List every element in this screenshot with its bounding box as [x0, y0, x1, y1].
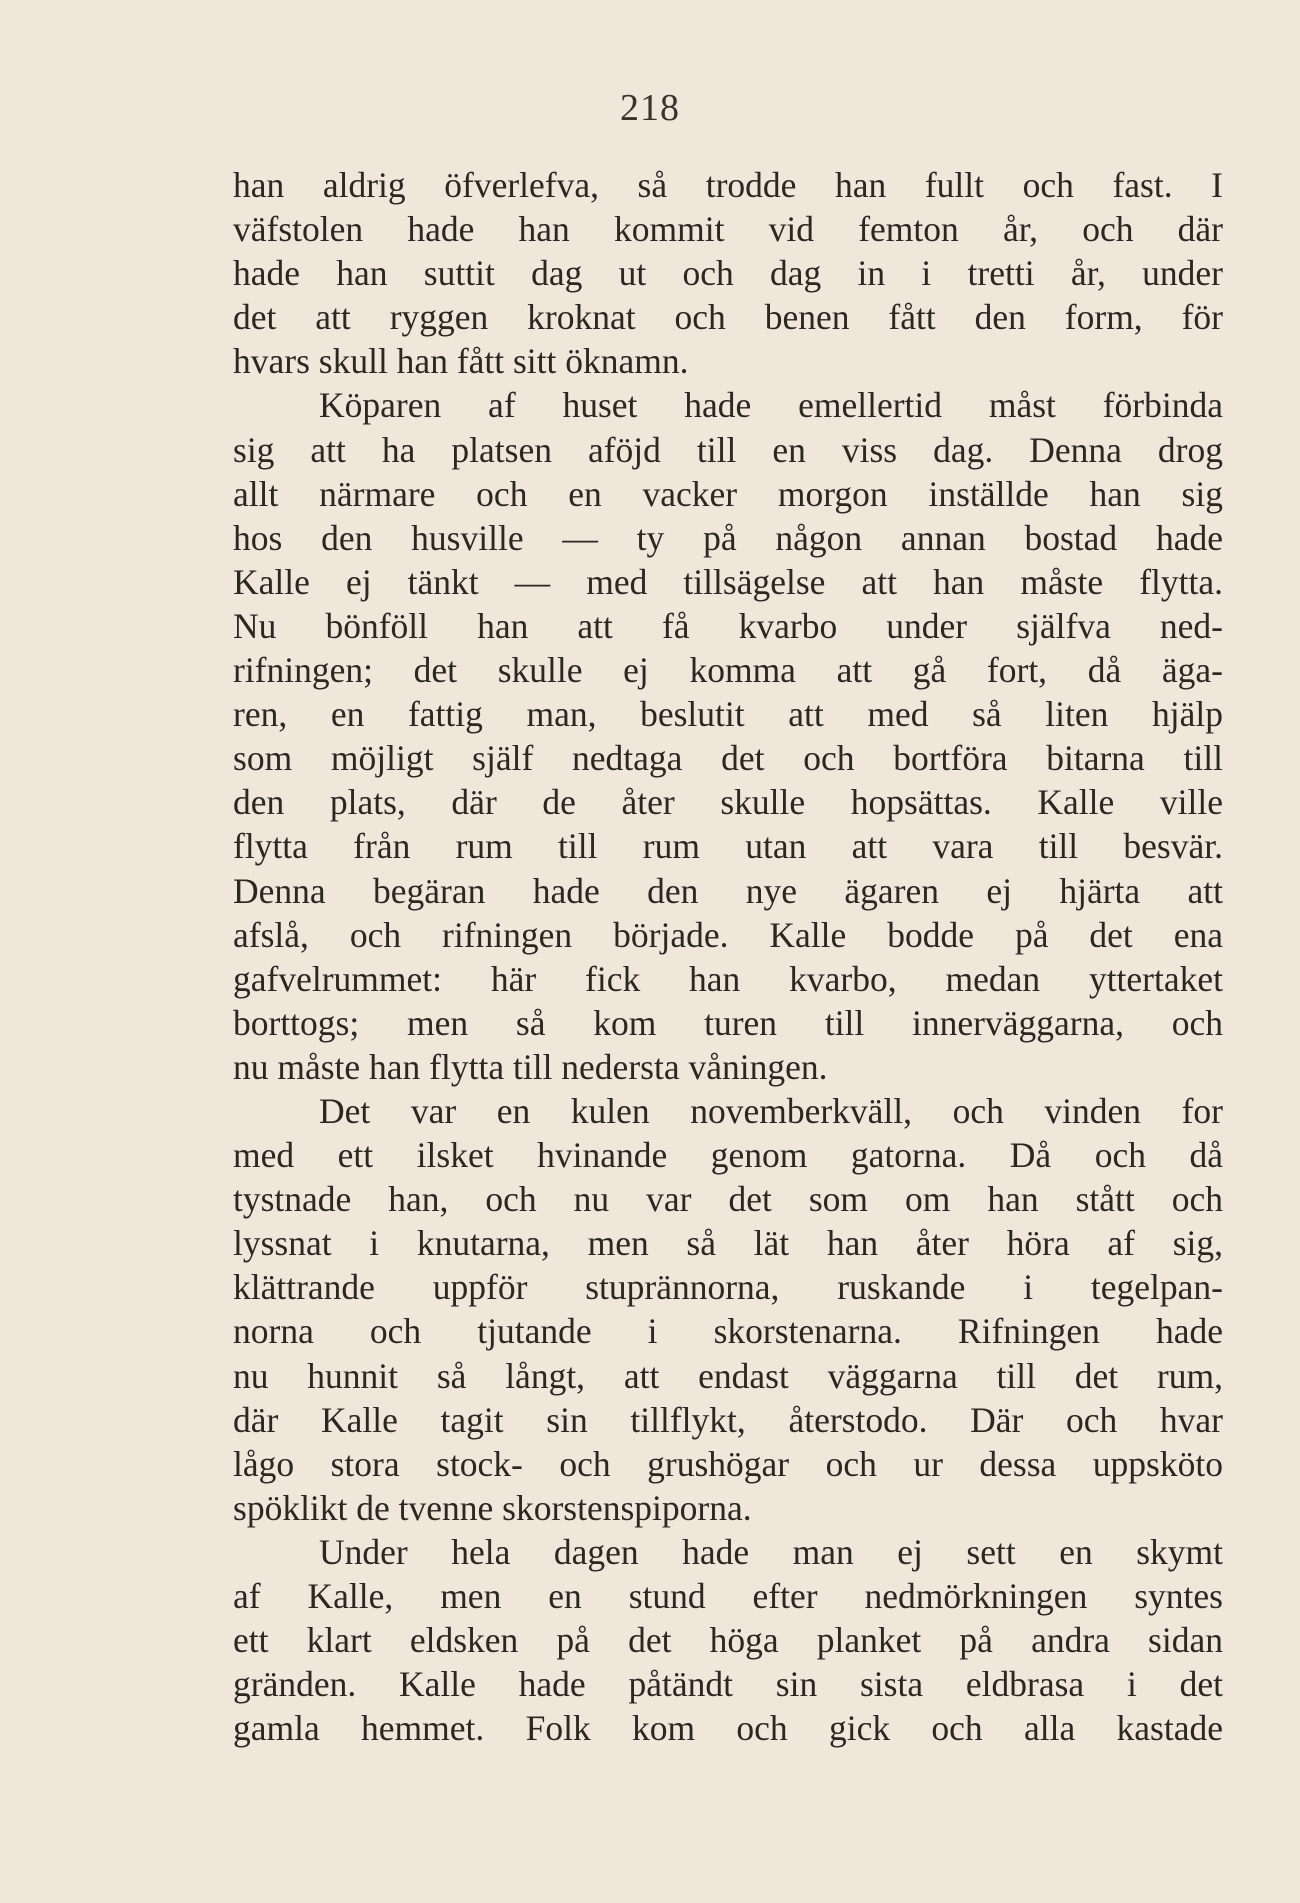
text-line: allt närmare och en vacker morgon inställde han sig	[233, 473, 1223, 514]
text-line: Denna begäran hade den nye ägaren ej hjärta att	[233, 870, 1223, 911]
text-line: ett klart eldsken på det höga planket på andra sidan	[233, 1620, 1223, 1661]
text-line: med ett ilsket hvinande genom gatorna. Då och då	[233, 1135, 1223, 1176]
text-line: Kalle ej tänkt — med tillsägelse att han måste flytta.	[233, 561, 1223, 602]
text-line: norna och tjutande i skorstenarna. Rifningen hade	[233, 1311, 1223, 1352]
text-line: Det var en kulen novemberkväll, och vinden for	[319, 1090, 1223, 1131]
text-line: klättrande uppför stuprännorna, ruskande i tegelpan-	[233, 1267, 1223, 1308]
body-text	[233, 163, 1223, 1750]
text-line: lågo stora stock- och grushögar och ur dessa uppsköto	[233, 1443, 1223, 1484]
text-line: Köparen af huset hade emellertid måst förbinda	[319, 385, 1223, 426]
text-line: gränden. Kalle hade påtändt sin sista eldbrasa i det	[233, 1664, 1223, 1705]
text-line: hvars skull han fått sitt öknamn.	[233, 341, 689, 382]
text-line: hade han suttit dag ut och dag in i tretti år, under	[233, 253, 1223, 294]
text-line: tystnade han, och nu var det som om han stått och	[233, 1179, 1223, 1220]
text-line: nu måste han flytta till nedersta våningen.	[233, 1046, 828, 1087]
text-line: den plats, där de åter skulle hopsättas. Kalle ville	[233, 782, 1223, 823]
text-line: rifningen; det skulle ej komma att gå fort, då äga-	[233, 650, 1223, 691]
text-line: det att ryggen kroknat och benen fått den form, för	[233, 297, 1223, 338]
text-line: som möjligt själf nedtaga det och bortföra bitarna till	[233, 738, 1223, 779]
text-line: afslå, och rifningen började. Kalle bodde på det ena	[233, 914, 1223, 955]
text-line: väfstolen hade han kommit vid femton år, och där	[233, 209, 1223, 250]
text-line: borttogs; men så kom turen till innerväggarna, och	[233, 1002, 1223, 1043]
text-line: af Kalle, men en stund efter nedmörkningen syntes	[233, 1576, 1223, 1616]
text-line: Under hela dagen hade man ej sett en skymt	[319, 1531, 1223, 1572]
text-line: flytta från rum till rum utan att vara till besvär.	[233, 826, 1223, 867]
text-line: nu hunnit så långt, att endast väggarna till det rum,	[233, 1355, 1223, 1396]
text-line: sig att ha platsen aföjd till en viss dag. Denna drog	[233, 429, 1223, 470]
text-line: gamla hemmet. Folk kom och gick och alla kastade	[233, 1708, 1223, 1749]
text-line: ren, en fattig man, beslutit att med så liten hjälp	[233, 694, 1223, 735]
text-line: lyssnat i knutarna, men så lät han åter höra af sig,	[233, 1223, 1223, 1264]
page-number: 218	[620, 87, 680, 129]
text-line: där Kalle tagit sin tillflykt, återstodo. Där och hvar	[233, 1399, 1223, 1440]
text-line: spöklikt de tvenne skorstenspiporna.	[233, 1487, 752, 1528]
text-line: han aldrig öfverlefva, så trodde han fullt och fast. I	[233, 165, 1223, 205]
text-line: gafvelrummet: här fick han kvarbo, medan yttertaket	[233, 958, 1223, 999]
text-line: Nu bönföll han att få kvarbo under själfva ned-	[233, 605, 1223, 646]
text-line: hos den husville — ty på någon annan bostad hade	[233, 517, 1223, 558]
